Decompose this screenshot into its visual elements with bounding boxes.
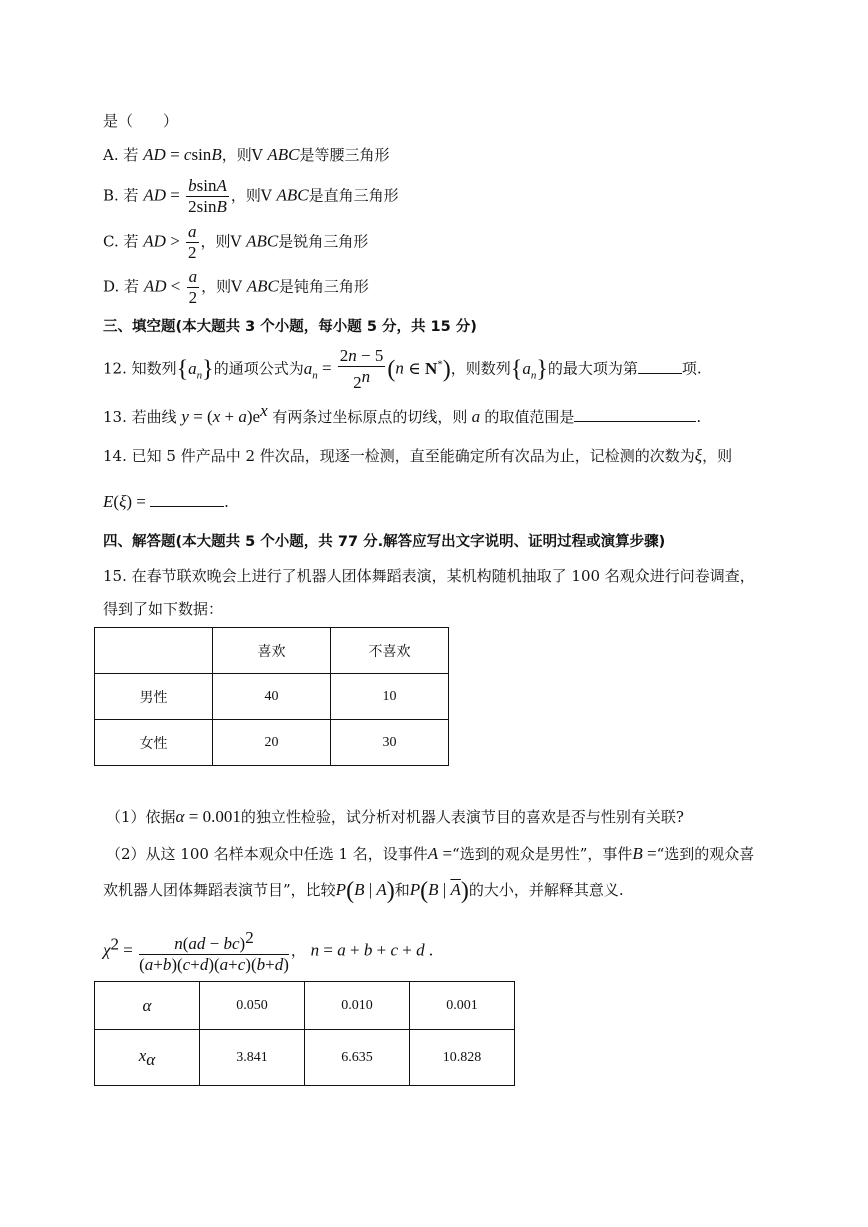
table-row: 女性 20 30 xyxy=(95,720,449,766)
answer-blank[interactable] xyxy=(574,407,696,422)
question-13: 13. 若曲线 $y = (x + a)e^x$ 有两条过坐标原点的切线，则 a 的取值范围是 . xyxy=(103,401,702,426)
critical-value-row: $x_\alpha$ 3.841 6.635 10.828 xyxy=(95,1030,515,1086)
chi-square-fraction: $\frac{n(ad - bc)^2}{(a+b)(c+d)(a+c)(b+d)}$ xyxy=(139,928,289,974)
option-d: D. 若 AD < $\frac{a}{2}$ ，则V ABC是钝角三角形 xyxy=(103,267,369,307)
table-row: 男性 40 10 xyxy=(95,674,449,720)
option-c: C. 若 AD > $\frac{a}{2}$ ，则V ABC是锐角三角形 xyxy=(103,222,369,262)
fraction-bsinA-2sinB: $\frac{bsinA}{2\sin B}$ xyxy=(188,176,227,216)
question-15-line-1: 15. 在春节联欢晚会上进行了机器人团体舞蹈表演，某机构随机抽取了 100 名观众进行问卷调查， xyxy=(103,567,755,585)
question-15-part-2-line-2: 欢机器人团体舞蹈表演节目”，比较P(B | A)和P(B | $\overline{A}$)的大小，并解释其意义. xyxy=(103,878,624,904)
section-three-heading: 三、填空题(本大题共 3 个小题，每小题 5 分，共 15 分) xyxy=(103,319,477,335)
table-header-row: 喜欢 不喜欢 xyxy=(95,628,449,674)
critical-value-table xyxy=(94,981,515,1086)
question-15-part-2: （2）从这 100 名样本观众中任选 1 名，设事件A =“选到的观众是男性”，事件B =“选到的观众喜 xyxy=(106,844,755,863)
answer-blank[interactable] xyxy=(150,492,224,507)
question-14-answer: E(ξ) = . xyxy=(103,492,229,511)
question-stem-end: 是（ ） xyxy=(103,112,179,130)
answer-blank[interactable] xyxy=(638,359,682,374)
question-15-line-2: 得到了如下数据： xyxy=(103,600,224,618)
question-12: 12. 知数列$\{a_n\}$的通项公式为$a_n$ = $\frac{2n - 5}{2^n}$ (n ∈ N*)，则数列$\{a_n\}$的最大项为第 项. xyxy=(103,346,702,392)
option-a: A. 若 AD = csinB，则V ABC是等腰三角形 xyxy=(103,145,390,164)
chi-square-formula: $\chi^2$ = $\frac{n(ad - bc)^2}{(a+b)(c+d)(a+c)(b+d)}$ ， n = a + b + c + d . xyxy=(103,928,434,974)
question-14: 14. 已知 5 件产品中 2 件次品，现逐一检测，直至能确定所有次品为止，记检测的次数为ξ，则 xyxy=(103,446,733,465)
fraction-a-2: $\frac{a}{2}$ xyxy=(188,222,197,262)
survey-table xyxy=(94,627,449,766)
section-four-heading: 四、解答题(本大题共 5 个小题，共 77 分.解答应写出文字说明、证明过程或演算步骤) xyxy=(103,534,666,550)
fraction-a-2: $\frac{a}{2}$ xyxy=(188,267,198,307)
alpha-row: α 0.050 0.010 0.001 xyxy=(95,982,515,1030)
fraction-2n-5-over-2n: $\frac{2n - 5}{2^n}$ xyxy=(339,346,384,392)
question-15-part-1: （1）依据α = 0.001的独立性检验，试分析对机器人表演节目的喜欢是否与性别有关联? xyxy=(106,807,684,826)
option-b: B. 若 AD = $\frac{bsinA}{2\sin B}$ ，则V ABC是直角三角形 xyxy=(103,176,399,216)
